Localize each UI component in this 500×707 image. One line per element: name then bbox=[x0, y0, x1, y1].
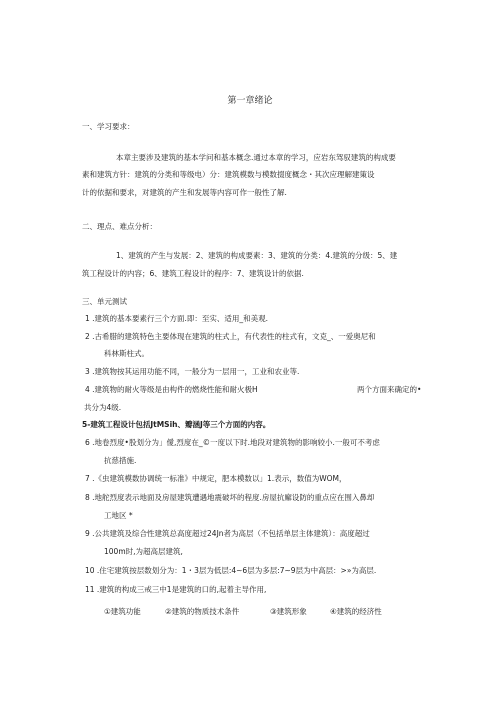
paragraph-line: 筑工程设计的内容；6、建筑工程设计的程序：7、建筑设计的依据. bbox=[82, 269, 304, 278]
paragraph-line: 素和建筑方针：建筑的分类和等级电）分：建筑模数与模数掇度概念・其次应理解建策设 bbox=[82, 170, 375, 179]
question-4-tail: 两个方面来确定的• bbox=[357, 385, 422, 394]
option-2: ②建筑的物质技术条件 bbox=[165, 607, 240, 616]
section-heading-unit-test: 三、单元测试 bbox=[82, 297, 127, 306]
section-heading-learning-requirements: 一、学习要求： bbox=[82, 122, 135, 131]
question-6: 6 .地卷烈度•股划分为」僾,烈度在_©一度以下时.地段对建筑物的影响较小.一般可不考虑 bbox=[85, 438, 380, 447]
section-heading-key-points: 二、理点、难点分析： bbox=[82, 222, 157, 231]
option-3: ③建筑形象 bbox=[270, 607, 307, 616]
question-8: 8 .地舵烈度表示地面及房屋建筑遭遇地震破坏的程度.房屋抗廨设防的重点应在围入鼻却 bbox=[85, 493, 375, 502]
paragraph-line: 1、建筑的产生与发展：2、建筑的构成要素：3、建筑的分类：4.建筑的分级：5、建 bbox=[116, 251, 398, 260]
question-6-continued: 抗慈措施. bbox=[104, 456, 137, 465]
question-9-continued: 100m时,为超高层建筑, bbox=[104, 547, 183, 556]
question-2-continued: 科林斯柱式。 bbox=[104, 349, 149, 358]
question-3: 3 .建筑物按其运用功能不同，一般分为一层用一，工业和农业等. bbox=[85, 367, 300, 376]
option-1: ①建筑功能 bbox=[104, 607, 141, 616]
question-5: 5-建筑工程设计包括JtMSih、瓣涵J等三个方面的内容。 bbox=[82, 420, 271, 429]
option-4: ④建筑的经济性 bbox=[330, 607, 382, 616]
question-4-continued: 共分为4级. bbox=[84, 403, 122, 412]
paragraph-line: 计的依据和要求，对建筑的产生和发展等内容可作一般性了解. bbox=[82, 188, 287, 197]
question-11: 11 .建筑的构成三戒三中1是建筑的口的,起着主导作用, bbox=[85, 585, 267, 594]
chapter-title: 第一章绪论 bbox=[227, 96, 273, 106]
question-9: 9 .公共建筑及综合性建筑总高度超过24Jn者为高层（不包括单层主体建筑）：高度超过 bbox=[85, 529, 370, 538]
paragraph-line: 本章主要涉及建筑的基本学问和基本概念.通过本章的学习，应岩东驾驭建筑的构成要 bbox=[116, 153, 396, 162]
question-8-continued: 工地区 * bbox=[104, 511, 133, 520]
question-10: 10 .住宅建筑按层数划分为：1・3层为低层:4~6层为多层:7~9层为中高层：>»为高层. bbox=[85, 566, 377, 575]
question-4: 4 .建筑物的耐火等级是由构件的燃烧性能和耐火极H bbox=[85, 385, 258, 394]
question-1: 1 .建筑的基本要素行三个方面.即：至实、适用_和美观. bbox=[85, 314, 269, 323]
question-2: 2 .古希腊的建筑特色主要体现在建筑的柱式上，有代表性的柱式有，文克_、一爱奥尼和 bbox=[85, 332, 376, 341]
question-7: 7 .《虫建筑模数协调统一标准》中规定，肥本模数以」1.表示，数值为WOM， bbox=[85, 474, 347, 483]
